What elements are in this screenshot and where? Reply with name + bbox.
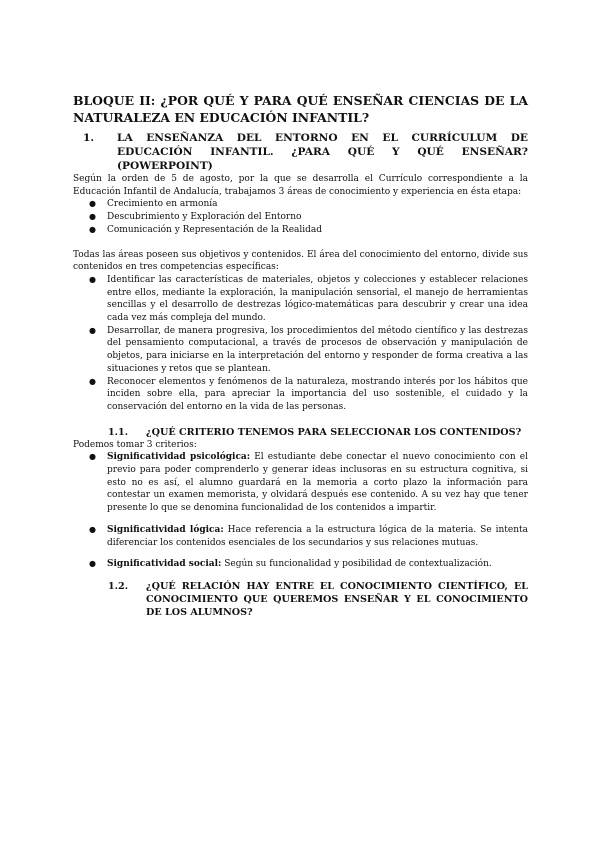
bullet-icon: ● bbox=[89, 199, 96, 209]
bullet-icon: ● bbox=[89, 559, 96, 569]
list-item: ● Desarrollar, de manera progresiva, los procedimientos del método científico y las destrezas del pensamiento computacional, a través de procesos de observación y manipulación de objetos, para iniciarse en la interpretación del entorno y responder de forma creativa a las situaciones y retos que se plantean. bbox=[73, 325, 528, 376]
section-1-2-heading bbox=[73, 580, 528, 619]
list-item bbox=[73, 451, 528, 515]
list-item bbox=[73, 558, 528, 571]
criterios-list bbox=[73, 451, 528, 515]
list-item: ● Reconocer elementos y fenómenos de la naturaleza, mostrando interés por los hábitos que inciden sobre ella, para apreciar la importancia del uso sostenible, el cuidado y la conservación del entorno en la vida de las personas. bbox=[73, 376, 528, 414]
document-title: BLOQUE II: ¿POR QUÉ Y PARA QUÉ ENSEÑAR CIENCIAS DE LA NATURALEZA EN EDUCACIÓN INFANTIL? bbox=[73, 93, 528, 125]
section-1-title: LA ENSEÑANZA DEL ENTORNO EN EL CURRÍCULUM DE EDUCACIÓN INFANTIL. ¿PARA QUÉ Y QUÉ ENSEÑAR? (POWERPOINT) bbox=[117, 132, 528, 172]
criterio-label: Significatividad social: bbox=[107, 559, 222, 570]
section-1-1-title: ¿QUÉ CRITERIO TENEMOS PARA SELECCIONAR LOS CONTENIDOS? bbox=[146, 426, 522, 438]
list-item: ● Crecimiento en armonía bbox=[73, 198, 528, 211]
bullet-icon: ● bbox=[89, 376, 96, 386]
section-1-2-number: 1.2. bbox=[108, 580, 129, 592]
section-1-1-intro: Podemos tomar 3 criterios: bbox=[73, 439, 197, 450]
section-1-2-title: ¿QUÉ RELACIÓN HAY ENTRE EL CONOCIMIENTO CIENTÍFICO, EL CONOCIMIENTO QUE QUEREMOS ENSEÑAR Y EL CONOCIMIENTO DE LOS ALUMNOS? bbox=[146, 580, 528, 618]
section-1-1-number: 1.1. bbox=[108, 426, 129, 438]
criterio-label: Significatividad lógica: bbox=[107, 524, 224, 535]
list-item: ● Comunicación y Representación de la Realidad bbox=[73, 224, 528, 237]
list-item bbox=[73, 524, 528, 549]
bullet-icon: ● bbox=[89, 452, 96, 462]
bullet-icon: ● bbox=[89, 224, 96, 234]
areas-list bbox=[73, 198, 528, 236]
criterio-text: Según su funcionalidad y posibilidad de contextualización. bbox=[221, 559, 492, 570]
bullet-icon: ● bbox=[89, 325, 96, 335]
section-1-para2: Todas las áreas poseen sus objetivos y contenidos. El área del conocimiento del entorno, divide sus contenidos en tres competencias específicas: bbox=[73, 249, 528, 273]
criterio-text: El estudiante debe conectar el nuevo conocimiento con el previo para poder comprenderlo y generar ideas inclusoras en su estructura cognitiva, si esto no es así, el alumno guardará en la memoria a corto plazo la información para contestar un examen memorista, y olvidará después ese contenido. A su vez hay que tener presente lo que se denomina funcionalidad de los contenidos a impartir. bbox=[107, 452, 528, 514]
document-page bbox=[73, 92, 528, 619]
competencias-list bbox=[73, 274, 528, 414]
criterio-label: Significatividad psicológica: bbox=[107, 452, 251, 463]
section-1-number: 1. bbox=[83, 132, 95, 144]
section-1-intro: Según la orden de 5 de agosto, por la que se desarrolla el Currículo correspondiente a la Educación Infantil de Andalucía, trabajamos 3 áreas de conocimiento y experiencia en ésta etapa: bbox=[73, 174, 528, 197]
bullet-icon: ● bbox=[89, 524, 96, 534]
section-1-heading bbox=[73, 131, 528, 173]
list-item: ● Identificar las características de materiales, objetos y colecciones y establecer relaciones entre ellos, mediante la exploración, la manipulación sensorial, el manejo de herramientas sencillas y el desarrollo de destrezas lógico-matemáticas para descubrir y crear una idea cada vez más compleja del mundo. bbox=[73, 274, 528, 325]
section-1-1-heading bbox=[73, 426, 528, 439]
bullet-icon: ● bbox=[89, 212, 96, 222]
bullet-icon: ● bbox=[89, 274, 96, 284]
criterio-text: Hace referencia a la estructura lógica de la materia. Se intenta diferenciar los contenidos esenciales de los secundarios y sus relaciones mutuas. bbox=[107, 524, 528, 548]
list-item: ● Descubrimiento y Exploración del Entorno bbox=[73, 211, 528, 224]
